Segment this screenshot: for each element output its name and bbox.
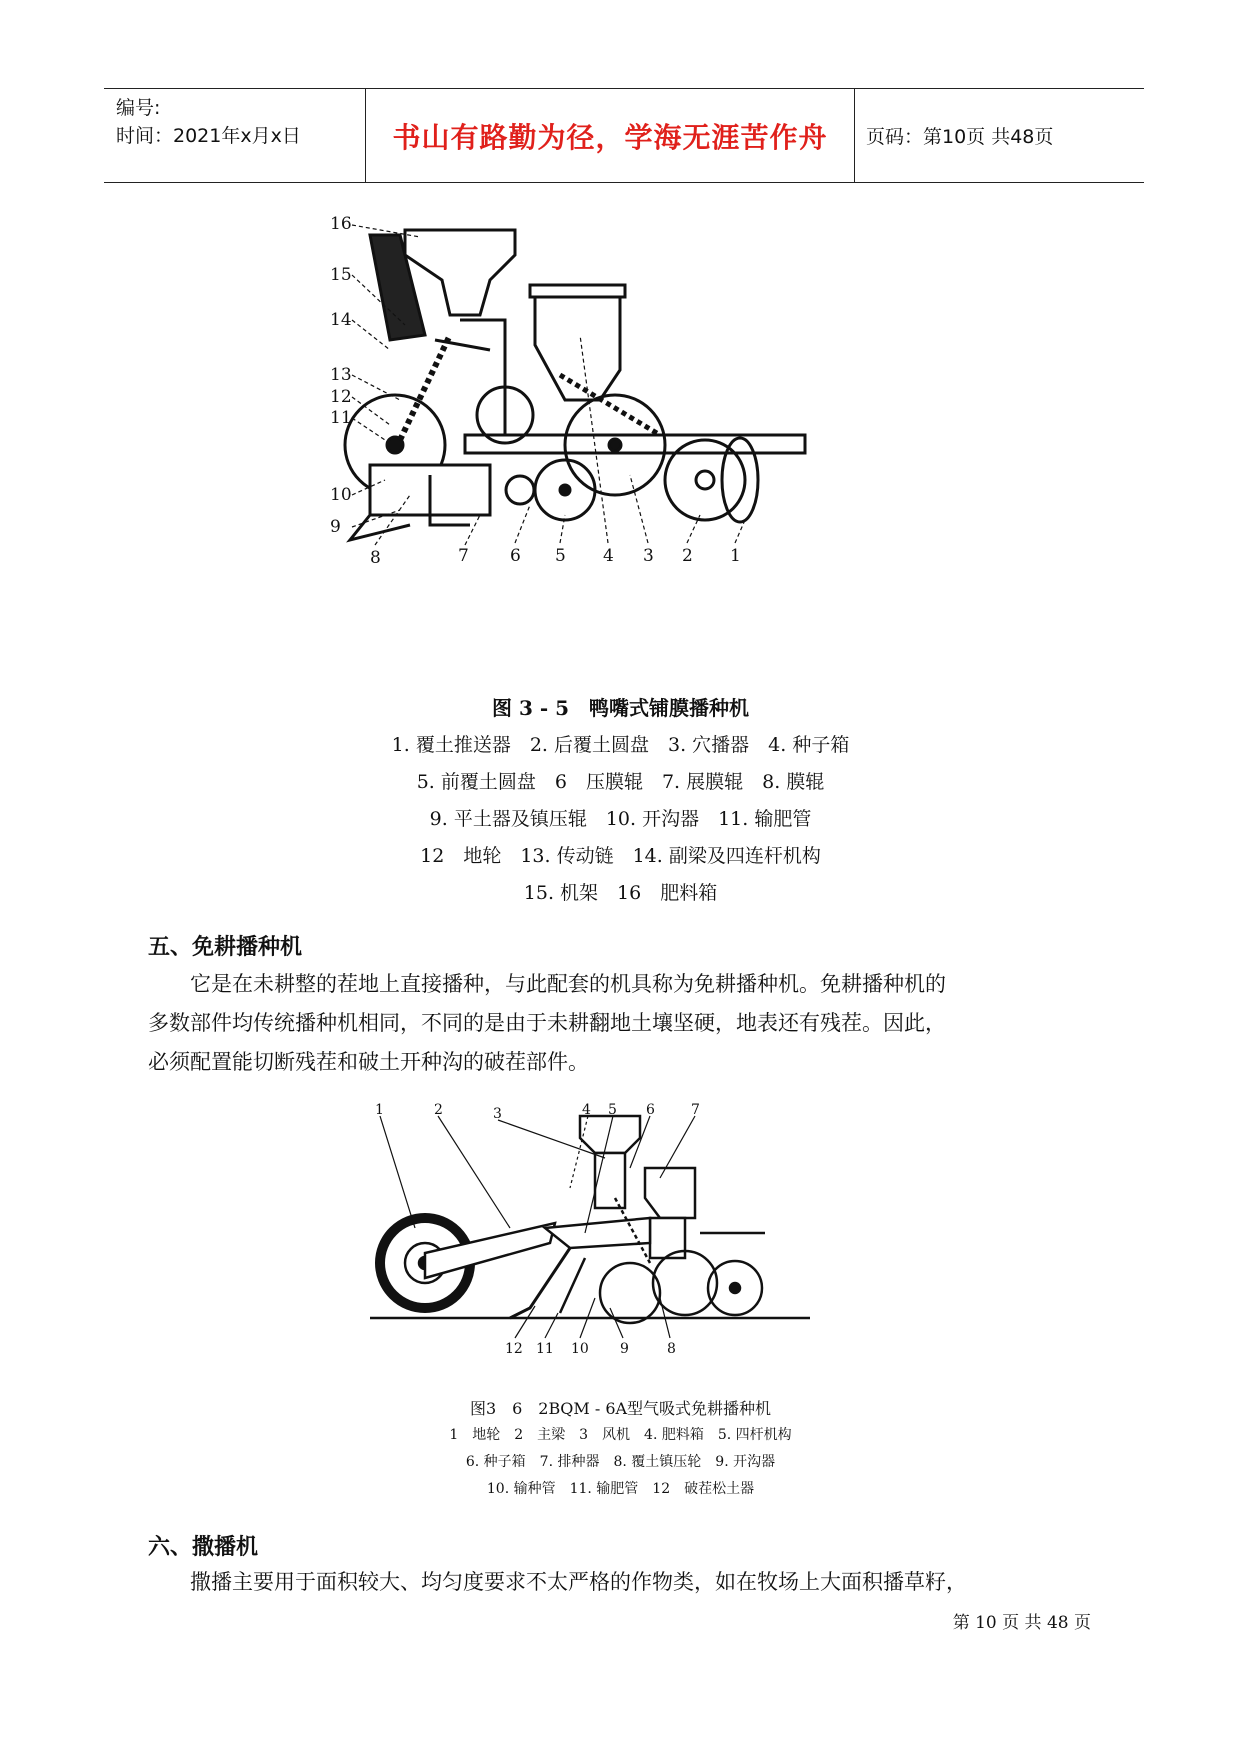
f2-callout-4: 4	[582, 1102, 591, 1118]
f1-callout-2: 2	[682, 546, 693, 566]
page-header	[104, 88, 1144, 183]
f2-callout-11: 11	[536, 1341, 554, 1357]
section5-heading: 五、免耕播种机	[148, 935, 303, 960]
f1-callout-8: 8	[370, 548, 381, 568]
f1-callout-7: 7	[458, 546, 469, 566]
figure2-legend-line: 1 地轮 2 主梁 3 风机 4. 肥料箱 5. 四杆机构	[449, 1427, 792, 1443]
f1-callout-15: 15	[330, 265, 352, 285]
f2-callout-9: 9	[620, 1341, 629, 1357]
f2-callout-1: 1	[375, 1102, 384, 1118]
f1-callout-10: 10	[330, 485, 352, 505]
page-footer: 第 10 页 共 48 页	[952, 1613, 1091, 1633]
section5-line: 必须配置能切断残茬和破土开种沟的破茬部件。	[148, 1050, 589, 1074]
f1-callout-5: 5	[555, 546, 566, 566]
figure1-drawing	[330, 214, 870, 645]
section5-line: 多数部件均传统播种机相同，不同的是由于未耕翻地土壤坚硬，地表还有残茬。因此，	[148, 1011, 946, 1035]
motto: 书山有路勤为径，学海无涯苦作舟	[392, 120, 828, 154]
section5-paragraph	[148, 965, 1098, 1082]
page-info: 页码：第10页 共48页	[866, 126, 1054, 148]
figure1-legend-line: 5. 前覆土圆盘 6 压膜辊 7. 展膜辊 8. 膜辊	[416, 771, 825, 793]
figure2-title: 图3 6 2BQM - 6A型气吸式免耕播种机	[469, 1399, 772, 1418]
header-middle	[365, 89, 855, 182]
section6-line: 撒播主要用于面积较大、均匀度要求不太严格的作物类，如在牧场上大面积播草籽，	[190, 1570, 967, 1594]
header-left	[104, 89, 364, 182]
section6-heading: 六、撒播机	[148, 1535, 259, 1560]
f1-callout-16: 16	[330, 214, 352, 234]
number-label: 编号:	[116, 97, 161, 119]
time-label: 时间：2021年x月x日	[116, 125, 301, 147]
figure1-legend-line: 12 地轮 13. 传动链 14. 副梁及四连杆机构	[420, 845, 821, 867]
f2-callout-10: 10	[571, 1341, 589, 1357]
f2-callout-3: 3	[493, 1106, 502, 1122]
figure2-legend-line: 6. 种子箱 7. 排种器 8. 覆土镇压轮 9. 开沟器	[465, 1454, 776, 1470]
f2-callout-7: 7	[691, 1102, 700, 1118]
header-right	[856, 89, 1144, 182]
section5-line: 它是在未耕整的茬地上直接播种，与此配套的机具称为免耕播种机。免耕播种机的	[190, 972, 946, 996]
figure1-legend-line: 15. 机架 16 肥料箱	[523, 882, 718, 904]
f1-callout-14: 14	[330, 310, 352, 330]
f2-callout-5: 5	[608, 1102, 617, 1118]
figure1-title: 图 3 - 5 鸭嘴式铺膜播种机	[491, 696, 750, 720]
figure2-legend-line: 10. 输种管 11. 输肥管 12 破茬松土器	[486, 1481, 755, 1497]
section6-paragraph	[148, 1563, 1098, 1602]
f1-callout-6: 6	[510, 546, 521, 566]
figure2-drawing	[370, 1102, 810, 1368]
f1-callout-9: 9	[330, 517, 341, 537]
f2-callout-12: 12	[505, 1341, 523, 1357]
f1-callout-4: 4	[603, 546, 614, 566]
f1-callout-12: 12	[330, 387, 352, 407]
f1-callout-3: 3	[643, 546, 654, 566]
f1-callout-13: 13	[330, 365, 352, 385]
f2-callout-8: 8	[667, 1341, 676, 1357]
f1-callout-1: 1	[730, 546, 741, 566]
figure1-legend-line: 9. 平土器及镇压辊 10. 开沟器 11. 输肥管	[429, 808, 812, 830]
f2-callout-2: 2	[434, 1102, 443, 1118]
figure1-legend-line: 1. 覆土推送器 2. 后覆土圆盘 3. 穴播器 4. 种子箱	[391, 734, 850, 756]
f1-callout-11: 11	[330, 408, 352, 428]
f2-callout-6: 6	[646, 1102, 655, 1118]
